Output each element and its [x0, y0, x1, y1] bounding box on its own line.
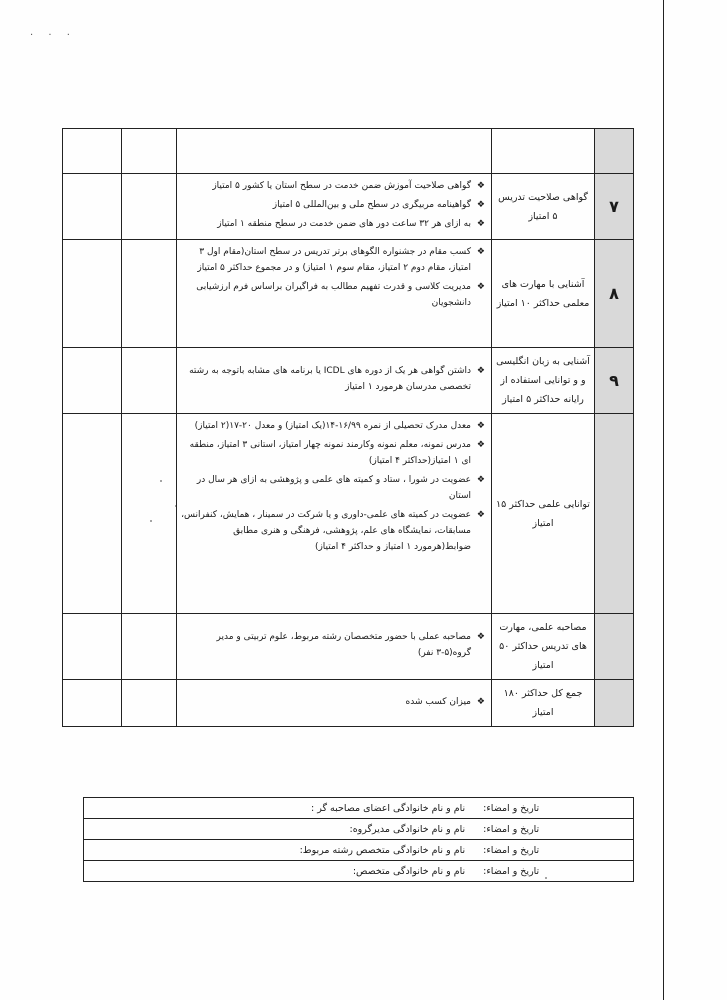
page-border-line [663, 0, 664, 1000]
diamond-bullet-icon: ❖ [476, 510, 485, 520]
list-item: ❖ به ازای هر ۳۲ ساعت دور های ضمن خدمت در سطح منطقه ۱ امتیاز [181, 216, 485, 232]
diamond-bullet-icon: ❖ [476, 282, 485, 292]
description-cell [177, 348, 492, 414]
list-item: ❖ میزان کسب شده [181, 694, 485, 710]
list-item: ❖ عضویت در شورا ، ستاد و کمیته های علمی و پژوهشی به ازای هر سال در استان [181, 472, 485, 504]
list-item: ❖ عضویت در کمیته های علمی-داوری و یا شرکت در سمینار ، همایش، کنفرانس، مسابقات، نمایشگاه های علم، پژوهشی، فرهنگی و هنری مطابق ضوابط(هرمورد ۱ امتیاز و حداکثر ۴ امتیاز) [181, 507, 485, 555]
criterion-title: آشنایی با مهارت های معلمی حداکثر ۱۰ امتیاز [492, 240, 595, 348]
signature-row [84, 819, 634, 840]
criterion-title: آشنایی به زبان انگلیسی و و توانایی استفاده از رایانه حداکثر ۵ امتیاز [492, 348, 595, 414]
diamond-bullet-icon: ❖ [476, 366, 485, 376]
date-signature-label: تاریخ و امضاء: [471, 819, 633, 840]
table-row [63, 414, 634, 614]
table-row [63, 348, 634, 414]
diamond-bullet-icon: ❖ [476, 200, 485, 210]
blank-cell [122, 414, 177, 614]
blank-cell [122, 240, 177, 348]
signer-name-label: نام و نام خانوادگی مدیرگروه: [84, 819, 472, 840]
blank-cell [63, 240, 122, 348]
date-signature-label: تاریخ و امضاء: [471, 798, 633, 819]
criterion-title: توانایی علمی حداکثر ۱۵ امتیاز [492, 414, 595, 614]
description-cell [177, 174, 492, 240]
description-cell [177, 414, 492, 614]
table-row [63, 174, 634, 240]
row-number [595, 129, 634, 174]
row-number [595, 614, 634, 680]
table-row [63, 680, 634, 727]
list-item: ❖ مدیریت کلاسی و قدرت تفهیم مطالب به فراگیران براساس فرم ارزشیابی دانشجویان [181, 279, 485, 311]
scan-marks: · · · [30, 30, 76, 41]
table-row [63, 614, 634, 680]
diamond-bullet-icon: ❖ [476, 632, 485, 642]
blank-cell [63, 414, 122, 614]
date-signature-label: تاریخ و امضاء: [471, 840, 633, 861]
list-item: ❖ گواهینامه مربیگری در سطح ملی و بین‌المللی ۵ امتیاز [181, 197, 485, 213]
diamond-bullet-icon: ❖ [476, 181, 485, 191]
diamond-bullet-icon: ❖ [476, 247, 485, 257]
list-item: ❖ مدرس نمونه، معلم نمونه وکارمند نمونه چهار امتیاز، استانی ۳ امتیاز، منطقه ای ۱ امتیاز(حداکثر ۴ امتیاز) [181, 437, 485, 469]
table-row [63, 129, 634, 174]
criterion-title: گواهی صلاحیت تدریس ۵ امتیاز [492, 174, 595, 240]
blank-cell [122, 129, 177, 174]
signature-row [84, 840, 634, 861]
row-number [595, 680, 634, 727]
list-item: ❖ داشتن گواهی هر یک از دوره های ICDL یا برنامه های مشابه باتوجه به رشته تخصصی مدرسان هرمورد ۱ امتیاز [181, 363, 485, 395]
signer-name-label: نام و نام خانوادگی متخصص: [84, 861, 472, 882]
signature-table [83, 797, 634, 882]
blank-cell [63, 348, 122, 414]
row-number: ۸ [595, 240, 634, 348]
criteria-table [62, 128, 634, 727]
signature-row [84, 861, 634, 882]
blank-cell [122, 174, 177, 240]
signature-row [84, 798, 634, 819]
row-number: ۹ [595, 348, 634, 414]
blank-cell [63, 129, 122, 174]
blank-cell [63, 680, 122, 727]
table-row [63, 240, 634, 348]
criterion-title: جمع کل حداکثر ۱۸۰ امتیاز [492, 680, 595, 727]
row-number: ۷ [595, 174, 634, 240]
description-cell [177, 129, 492, 174]
list-item: ❖ گواهی صلاحیت آموزش ضمن خدمت در سطح استان یا کشور ۵ امتیاز [181, 178, 485, 194]
date-signature-label: تاریخ و امضاء: [471, 861, 633, 882]
criterion-title [492, 129, 595, 174]
blank-cell [122, 614, 177, 680]
description-cell [177, 680, 492, 727]
diamond-bullet-icon: ❖ [476, 475, 485, 485]
blank-cell [122, 348, 177, 414]
list-item: ❖ معدل مدرک تحصیلی از نمره ۱۶/۹۹-۱۴(یک امتیاز) و معدل ۲۰-۱۷(۲ امتیاز) [181, 418, 485, 434]
diamond-bullet-icon: ❖ [476, 440, 485, 450]
blank-cell [63, 614, 122, 680]
signer-name-label: نام و نام خانوادگی متخصص رشته مربوط: [84, 840, 472, 861]
list-item: ❖ مصاحبه عملی با حضور متخصصان رشته مربوط، علوم تربیتی و مدیر گروه(۵-۳ نفر) [181, 629, 485, 661]
diamond-bullet-icon: ❖ [476, 219, 485, 229]
criterion-title: مصاحبه علمی، مهارت های تدریس حداکثر ۵۰ امتیاز [492, 614, 595, 680]
blank-cell [63, 174, 122, 240]
diamond-bullet-icon: ❖ [476, 421, 485, 431]
list-item: ❖ کسب مقام در جشنواره الگوهای برتر تدریس در سطح استان(مقام اول ۳ امتیاز، مقام دوم ۲ امتیاز، مقام سوم ۱ امتیاز) و در مجموع حداکثر ۵ امتیاز [181, 244, 485, 276]
description-cell [177, 240, 492, 348]
row-number [595, 414, 634, 614]
description-cell [177, 614, 492, 680]
blank-cell [122, 680, 177, 727]
signer-name-label: نام و نام خانوادگی اعضای مصاحبه گر : [84, 798, 472, 819]
diamond-bullet-icon: ❖ [476, 696, 485, 707]
